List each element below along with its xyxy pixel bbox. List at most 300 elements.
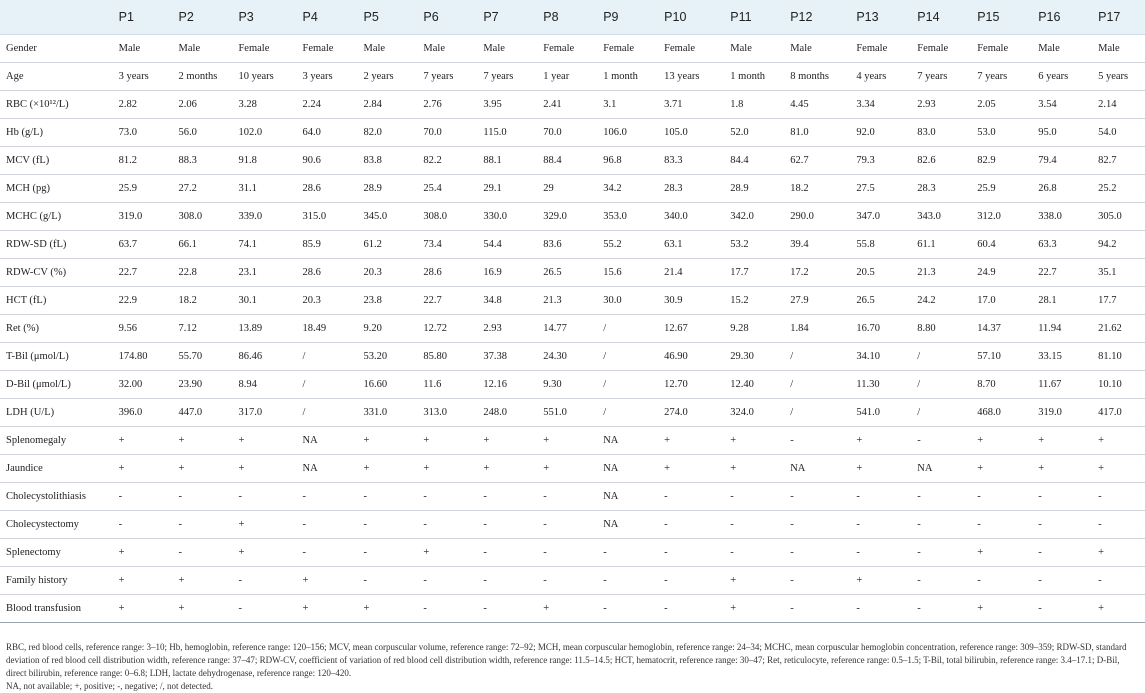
- table-cell: 17.7: [724, 259, 784, 287]
- table-cell: -: [417, 567, 477, 595]
- table-cell: 26.8: [1032, 175, 1092, 203]
- table-cell: 2.93: [477, 315, 537, 343]
- table-cell: -: [417, 483, 477, 511]
- table-row: [0, 539, 1145, 567]
- table-cell: +: [658, 427, 724, 455]
- table-row: [0, 483, 1145, 511]
- table-cell: -: [358, 539, 418, 567]
- table-cell: 7 years: [971, 63, 1032, 91]
- table-cell: -: [784, 567, 850, 595]
- column-header-p12: P12: [784, 0, 850, 35]
- table-cell: -: [850, 483, 911, 511]
- table-cell: 347.0: [850, 203, 911, 231]
- table-cell: 13 years: [658, 63, 724, 91]
- table-cell: 29.30: [724, 343, 784, 371]
- table-cell: 24.2: [911, 287, 971, 315]
- table-cell: 81.2: [113, 147, 173, 175]
- table-cell: -: [850, 595, 911, 623]
- table-cell: 84.4: [724, 147, 784, 175]
- table-cell: 331.0: [358, 399, 418, 427]
- table-cell: 2 months: [173, 63, 233, 91]
- table-cell: Female: [297, 35, 358, 63]
- table-cell: 2.24: [297, 91, 358, 119]
- table-cell: -: [477, 483, 537, 511]
- table-cell: 338.0: [1032, 203, 1092, 231]
- table-cell: +: [850, 455, 911, 483]
- table-cell: 21.3: [537, 287, 597, 315]
- table-cell: 308.0: [417, 203, 477, 231]
- row-label: HCT (fL): [0, 287, 113, 315]
- table-cell: -: [911, 483, 971, 511]
- table-cell: 70.0: [537, 119, 597, 147]
- table-cell: 24.9: [971, 259, 1032, 287]
- table-cell: 28.1: [1032, 287, 1092, 315]
- table-cell: +: [724, 455, 784, 483]
- table-cell: 28.6: [417, 259, 477, 287]
- table-cell: +: [297, 567, 358, 595]
- row-label: Gender: [0, 35, 113, 63]
- table-cell: -: [658, 567, 724, 595]
- table-cell: 115.0: [477, 119, 537, 147]
- table-row: [0, 147, 1145, 175]
- table-cell: 1.8: [724, 91, 784, 119]
- table-cell: /: [597, 315, 658, 343]
- table-cell: Male: [477, 35, 537, 63]
- table-cell: +: [1032, 427, 1092, 455]
- table-cell: 12.16: [477, 371, 537, 399]
- table-cell: 3.1: [597, 91, 658, 119]
- table-cell: 82.2: [417, 147, 477, 175]
- table-cell: 52.0: [724, 119, 784, 147]
- table-cell: 35.1: [1092, 259, 1145, 287]
- table-cell: 317.0: [232, 399, 296, 427]
- table-cell: 14.37: [971, 315, 1032, 343]
- table-cell: 11.94: [1032, 315, 1092, 343]
- table-cell: 83.8: [358, 147, 418, 175]
- table-cell: NA: [597, 455, 658, 483]
- table-cell: 3.34: [850, 91, 911, 119]
- table-cell: 21.62: [1092, 315, 1145, 343]
- table-cell: /: [784, 371, 850, 399]
- table-cell: 14.77: [537, 315, 597, 343]
- table-cell: 2.05: [971, 91, 1032, 119]
- table-cell: 2 years: [358, 63, 418, 91]
- table-cell: 28.3: [911, 175, 971, 203]
- column-header-p13: P13: [850, 0, 911, 35]
- table-cell: 22.7: [417, 287, 477, 315]
- table-cell: 308.0: [173, 203, 233, 231]
- table-cell: 55.2: [597, 231, 658, 259]
- table-cell: 23.1: [232, 259, 296, 287]
- table-cell: 30.1: [232, 287, 296, 315]
- table-cell: 29.1: [477, 175, 537, 203]
- table-cell: 96.8: [597, 147, 658, 175]
- table-cell: +: [971, 455, 1032, 483]
- column-header-p16: P16: [1032, 0, 1092, 35]
- table-cell: 53.20: [358, 343, 418, 371]
- table-cell: 5 years: [1092, 63, 1145, 91]
- table-cell: 26.5: [850, 287, 911, 315]
- table-cell: +: [358, 427, 418, 455]
- table-cell: 11.30: [850, 371, 911, 399]
- table-cell: 290.0: [784, 203, 850, 231]
- row-label: Cholecystolithiasis: [0, 483, 113, 511]
- table-cell: 62.7: [784, 147, 850, 175]
- table-cell: NA: [297, 455, 358, 483]
- table-row: [0, 203, 1145, 231]
- table-row: [0, 399, 1145, 427]
- table-cell: -: [784, 427, 850, 455]
- table-cell: 17.2: [784, 259, 850, 287]
- table-cell: +: [537, 455, 597, 483]
- table-cell: +: [1092, 595, 1145, 623]
- table-cell: 28.9: [358, 175, 418, 203]
- column-header-p8: P8: [537, 0, 597, 35]
- table-cell: 11.67: [1032, 371, 1092, 399]
- table-cell: -: [1032, 511, 1092, 539]
- table-cell: -: [537, 511, 597, 539]
- table-cell: 66.1: [173, 231, 233, 259]
- table-cell: 25.4: [417, 175, 477, 203]
- table-cell: 3.71: [658, 91, 724, 119]
- table-cell: 7.12: [173, 315, 233, 343]
- column-header-p4: P4: [297, 0, 358, 35]
- table-cell: +: [232, 455, 296, 483]
- table-cell: 94.2: [1092, 231, 1145, 259]
- row-label: LDH (U/L): [0, 399, 113, 427]
- table-cell: 63.3: [1032, 231, 1092, 259]
- table-cell: 345.0: [358, 203, 418, 231]
- table-cell: 27.9: [784, 287, 850, 315]
- column-header-p7: P7: [477, 0, 537, 35]
- table-cell: 13.89: [232, 315, 296, 343]
- table-cell: -: [850, 511, 911, 539]
- table-row: [0, 175, 1145, 203]
- table-row: [0, 259, 1145, 287]
- table-cell: 2.06: [173, 91, 233, 119]
- table-row: [0, 595, 1145, 623]
- column-header-p9: P9: [597, 0, 658, 35]
- table-cell: 83.0: [911, 119, 971, 147]
- table-cell: Female: [971, 35, 1032, 63]
- table-cell: 21.4: [658, 259, 724, 287]
- table-cell: 319.0: [1032, 399, 1092, 427]
- table-cell: -: [537, 539, 597, 567]
- table-cell: +: [113, 427, 173, 455]
- table-cell: 339.0: [232, 203, 296, 231]
- table-cell: -: [911, 539, 971, 567]
- footnote-symbols: NA, not available; +, positive; -, negative; /, not detected.: [6, 681, 214, 691]
- table-cell: 106.0: [597, 119, 658, 147]
- table-row: [0, 315, 1145, 343]
- table-cell: -: [297, 539, 358, 567]
- table-cell: 22.9: [113, 287, 173, 315]
- table-cell: -: [297, 483, 358, 511]
- table-cell: 82.9: [971, 147, 1032, 175]
- table-cell: 28.6: [297, 175, 358, 203]
- table-cell: -: [417, 511, 477, 539]
- table-cell: 20.3: [358, 259, 418, 287]
- table-cell: 16.70: [850, 315, 911, 343]
- table-cell: +: [1092, 539, 1145, 567]
- table-cell: 3.95: [477, 91, 537, 119]
- table-cell: 25.9: [113, 175, 173, 203]
- table-cell: +: [417, 455, 477, 483]
- table-footnotes: [6, 641, 1139, 693]
- table-cell: 25.9: [971, 175, 1032, 203]
- table-cell: 22.7: [113, 259, 173, 287]
- table-body: [0, 35, 1145, 623]
- row-label: MCHC (g/L): [0, 203, 113, 231]
- table-cell: /: [297, 371, 358, 399]
- table-cell: -: [1032, 483, 1092, 511]
- table-cell: 174.80: [113, 343, 173, 371]
- table-row: [0, 511, 1145, 539]
- table-cell: 2.41: [537, 91, 597, 119]
- table-cell: 22.7: [1032, 259, 1092, 287]
- table-cell: Female: [232, 35, 296, 63]
- column-header-p2: P2: [173, 0, 233, 35]
- table-cell: -: [1032, 595, 1092, 623]
- table-cell: 102.0: [232, 119, 296, 147]
- table-cell: -: [1092, 483, 1145, 511]
- table-cell: -: [597, 539, 658, 567]
- table-cell: NA: [911, 455, 971, 483]
- table-cell: -: [1092, 511, 1145, 539]
- row-label: Age: [0, 63, 113, 91]
- table-cell: +: [113, 539, 173, 567]
- table-cell: 329.0: [537, 203, 597, 231]
- table-cell: 28.3: [658, 175, 724, 203]
- table-cell: 31.1: [232, 175, 296, 203]
- table-cell: 30.0: [597, 287, 658, 315]
- table-cell: 15.2: [724, 287, 784, 315]
- row-label: Blood transfusion: [0, 595, 113, 623]
- table-cell: 34.8: [477, 287, 537, 315]
- table-cell: 28.9: [724, 175, 784, 203]
- table-cell: /: [911, 399, 971, 427]
- table-cell: 353.0: [597, 203, 658, 231]
- row-label: Cholecystectomy: [0, 511, 113, 539]
- table-cell: -: [477, 567, 537, 595]
- table-cell: 70.0: [417, 119, 477, 147]
- table-cell: 27.5: [850, 175, 911, 203]
- table-cell: 9.20: [358, 315, 418, 343]
- table-cell: 18.2: [173, 287, 233, 315]
- table-cell: 90.6: [297, 147, 358, 175]
- table-cell: /: [784, 399, 850, 427]
- table-cell: 79.4: [1032, 147, 1092, 175]
- table-cell: 61.1: [911, 231, 971, 259]
- table-cell: 74.1: [232, 231, 296, 259]
- table-cell: Male: [173, 35, 233, 63]
- table-cell: Male: [417, 35, 477, 63]
- header-corner-cell: [0, 0, 113, 35]
- table-cell: 12.70: [658, 371, 724, 399]
- table-cell: 28.6: [297, 259, 358, 287]
- table-row: [0, 63, 1145, 91]
- table-cell: /: [911, 343, 971, 371]
- table-row: [0, 455, 1145, 483]
- table-cell: 7 years: [417, 63, 477, 91]
- table-cell: -: [232, 567, 296, 595]
- table-cell: 11.6: [417, 371, 477, 399]
- table-row: [0, 231, 1145, 259]
- table-cell: -: [911, 595, 971, 623]
- table-cell: 37.38: [477, 343, 537, 371]
- table-cell: 55.70: [173, 343, 233, 371]
- table-cell: /: [297, 343, 358, 371]
- table-cell: -: [1032, 567, 1092, 595]
- table-cell: 53.0: [971, 119, 1032, 147]
- table-cell: +: [113, 595, 173, 623]
- table-cell: +: [173, 595, 233, 623]
- row-label: Hb (g/L): [0, 119, 113, 147]
- column-header-p10: P10: [658, 0, 724, 35]
- table-row: [0, 119, 1145, 147]
- table-cell: +: [477, 427, 537, 455]
- table-cell: -: [173, 539, 233, 567]
- table-cell: +: [232, 511, 296, 539]
- table-cell: 9.28: [724, 315, 784, 343]
- table-cell: 95.0: [1032, 119, 1092, 147]
- table-cell: 2.14: [1092, 91, 1145, 119]
- table-cell: 17.0: [971, 287, 1032, 315]
- table-cell: 20.5: [850, 259, 911, 287]
- table-cell: 7 years: [911, 63, 971, 91]
- table-cell: +: [417, 427, 477, 455]
- column-header-p5: P5: [358, 0, 418, 35]
- table-cell: 2.84: [358, 91, 418, 119]
- row-label: Splenomegaly: [0, 427, 113, 455]
- table-cell: 1.84: [784, 315, 850, 343]
- table-cell: +: [1092, 427, 1145, 455]
- column-header-p11: P11: [724, 0, 784, 35]
- table-cell: 12.72: [417, 315, 477, 343]
- table-cell: 18.49: [297, 315, 358, 343]
- table-cell: 9.30: [537, 371, 597, 399]
- row-label: Splenectomy: [0, 539, 113, 567]
- table-row: [0, 35, 1145, 63]
- table-cell: 29: [537, 175, 597, 203]
- table-cell: /: [784, 343, 850, 371]
- table-cell: NA: [597, 427, 658, 455]
- table-cell: /: [597, 343, 658, 371]
- table-cell: -: [658, 595, 724, 623]
- table-cell: 248.0: [477, 399, 537, 427]
- table-cell: Male: [1032, 35, 1092, 63]
- footnote-abbreviations: RBC, red blood cells, reference range: 3–10; Hb, hemoglobin, reference range: 120–156; MCV, mean corpuscular volume, reference range: 72–92; MCH, mean corpuscular hemoglobin, reference range: 24–34; MCHC, mean corpuscular hemoglobin concentration, reference range: 309–359; RDW-SD, standard deviation of red blood cell distribution width, reference range: 37–47; RDW-CV, coefficient of variation of red blood cell distribution width, reference range: 11.5–14.5; HCT, hematocrit, reference range: 30–47; Ret, reticulocyte, reference range: 0.5–1.5; T-Bil, total bilirubin, reference range: 3.4–17.1; D-Bil, direct bilirubin, reference range: 0–6.8; LDH, lactate dehydrogenase, reference range: 120–420.: [6, 642, 1127, 678]
- table-cell: 17.7: [1092, 287, 1145, 315]
- table-cell: Female: [537, 35, 597, 63]
- column-header-p3: P3: [232, 0, 296, 35]
- table-cell: +: [971, 595, 1032, 623]
- table-cell: 105.0: [658, 119, 724, 147]
- table-row: [0, 371, 1145, 399]
- table-cell: 417.0: [1092, 399, 1145, 427]
- table-cell: 319.0: [113, 203, 173, 231]
- row-label: Jaundice: [0, 455, 113, 483]
- table-cell: 6 years: [1032, 63, 1092, 91]
- table-cell: 3 years: [297, 63, 358, 91]
- table-cell: -: [784, 511, 850, 539]
- row-label: T-Bil (μmol/L): [0, 343, 113, 371]
- table-cell: 54.4: [477, 231, 537, 259]
- table-cell: 10.10: [1092, 371, 1145, 399]
- table-cell: 55.8: [850, 231, 911, 259]
- table-cell: 56.0: [173, 119, 233, 147]
- table-cell: 82.7: [1092, 147, 1145, 175]
- table-cell: 8.80: [911, 315, 971, 343]
- row-label: RBC (×10¹²/L): [0, 91, 113, 119]
- table-cell: 9.56: [113, 315, 173, 343]
- table-cell: 24.30: [537, 343, 597, 371]
- table-cell: +: [658, 455, 724, 483]
- table-cell: /: [297, 399, 358, 427]
- table-cell: 88.1: [477, 147, 537, 175]
- table-cell: 46.90: [658, 343, 724, 371]
- table-cell: 8.70: [971, 371, 1032, 399]
- table-cell: 4.45: [784, 91, 850, 119]
- table-cell: 1 year: [537, 63, 597, 91]
- table-cell: +: [173, 567, 233, 595]
- table-cell: 342.0: [724, 203, 784, 231]
- table-header-row: [0, 0, 1145, 35]
- table-cell: 26.5: [537, 259, 597, 287]
- table-cell: -: [417, 595, 477, 623]
- table-cell: -: [971, 511, 1032, 539]
- table-cell: 3 years: [113, 63, 173, 91]
- table-cell: 1 month: [724, 63, 784, 91]
- column-header-p15: P15: [971, 0, 1032, 35]
- column-header-p6: P6: [417, 0, 477, 35]
- table-cell: +: [850, 567, 911, 595]
- table-cell: +: [971, 539, 1032, 567]
- table-cell: -: [850, 539, 911, 567]
- table-cell: 330.0: [477, 203, 537, 231]
- row-label: MCV (fL): [0, 147, 113, 175]
- table-cell: +: [358, 455, 418, 483]
- table-cell: 343.0: [911, 203, 971, 231]
- table-cell: 82.6: [911, 147, 971, 175]
- table-cell: /: [597, 371, 658, 399]
- table-cell: 83.3: [658, 147, 724, 175]
- table-cell: 305.0: [1092, 203, 1145, 231]
- table-cell: +: [232, 539, 296, 567]
- table-cell: 16.60: [358, 371, 418, 399]
- table-cell: 86.46: [232, 343, 296, 371]
- table-cell: 22.8: [173, 259, 233, 287]
- table-cell: -: [173, 511, 233, 539]
- table-cell: +: [358, 595, 418, 623]
- table-cell: 82.0: [358, 119, 418, 147]
- table-cell: +: [173, 455, 233, 483]
- table-cell: -: [658, 539, 724, 567]
- table-cell: 34.2: [597, 175, 658, 203]
- table-cell: 81.0: [784, 119, 850, 147]
- table-cell: Male: [358, 35, 418, 63]
- table-cell: 85.9: [297, 231, 358, 259]
- table-cell: 25.2: [1092, 175, 1145, 203]
- table-cell: 88.3: [173, 147, 233, 175]
- column-header-p1: P1: [113, 0, 173, 35]
- table-row: [0, 567, 1145, 595]
- table-cell: 3.54: [1032, 91, 1092, 119]
- table-cell: 63.7: [113, 231, 173, 259]
- table-row: [0, 287, 1145, 315]
- column-header-p14: P14: [911, 0, 971, 35]
- table-cell: +: [971, 427, 1032, 455]
